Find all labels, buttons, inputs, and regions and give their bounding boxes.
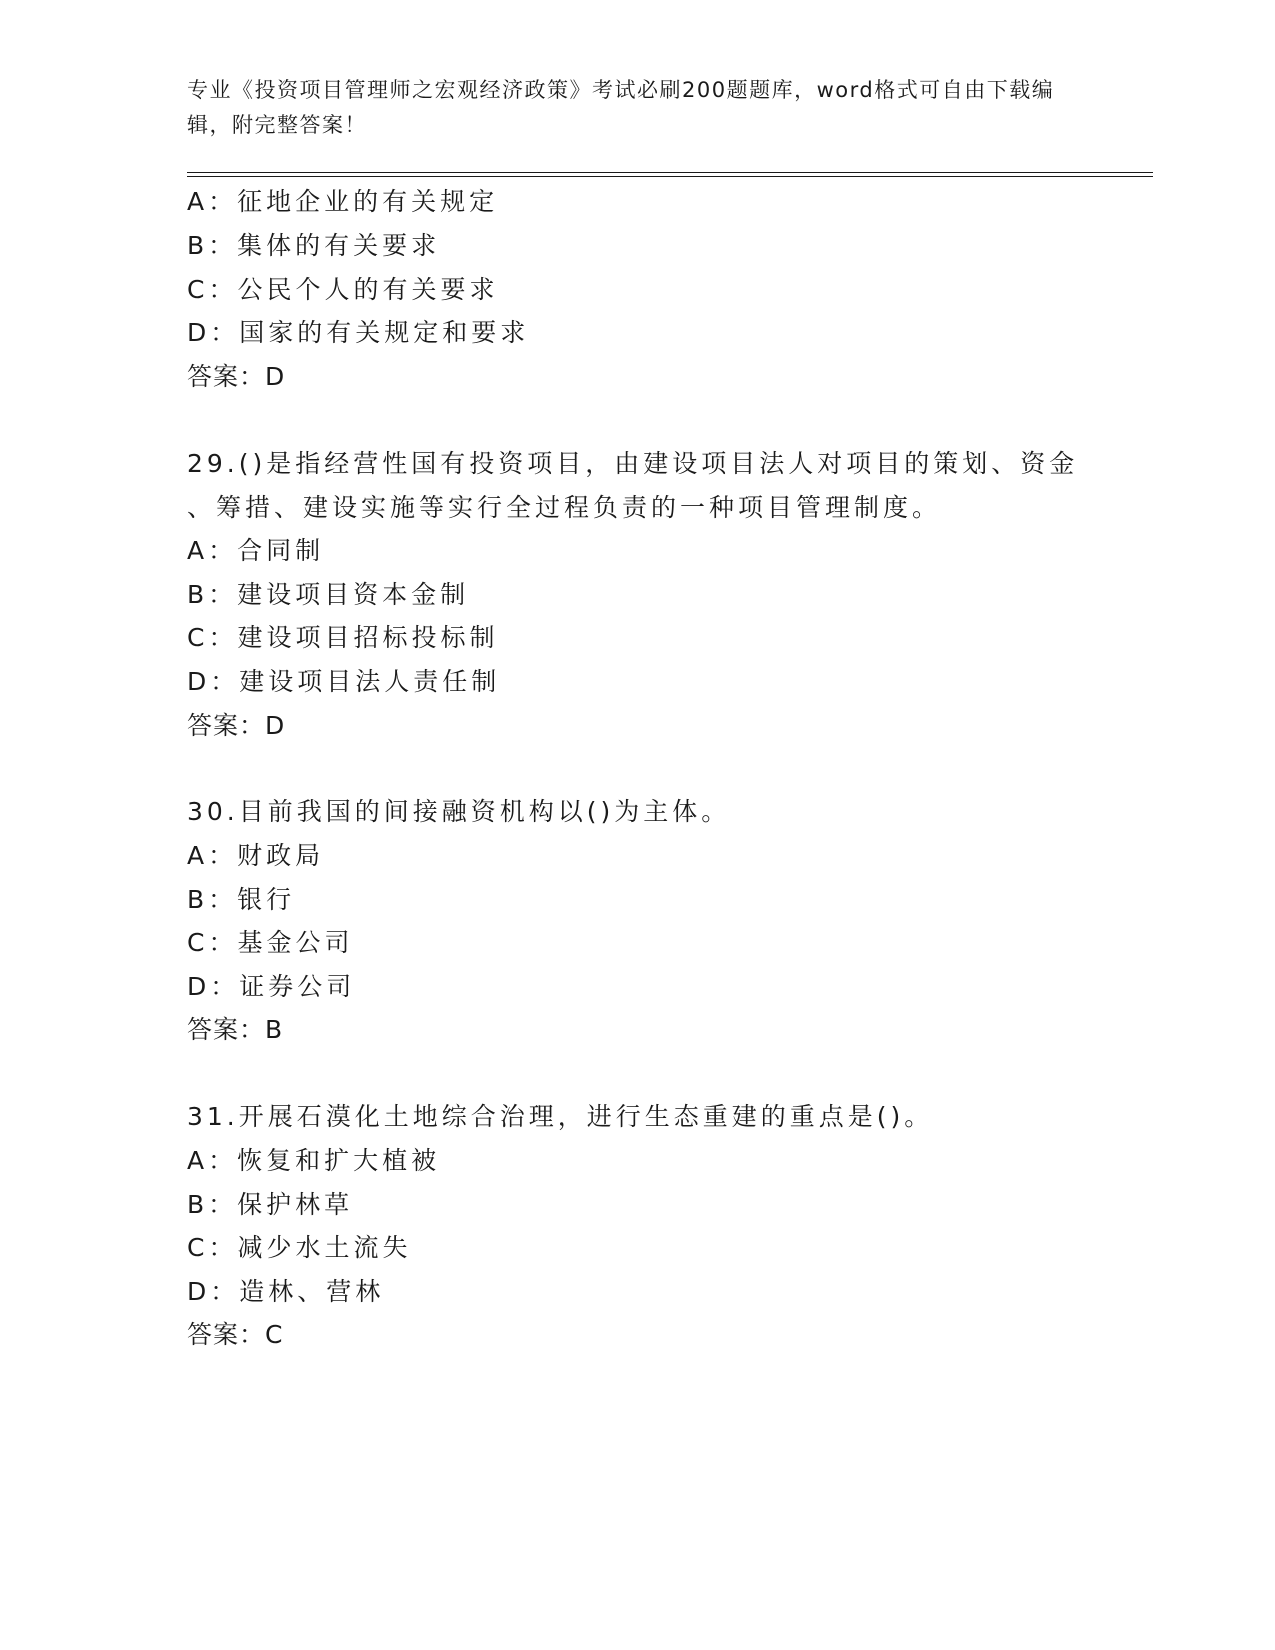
q31-answer: 答案：C: [187, 1320, 284, 1349]
header-divider-bottom: [187, 176, 1153, 177]
q28-option-b: B：集体的有关要求: [187, 231, 441, 260]
q30-option-d: D：证券公司: [187, 972, 356, 1001]
q30-option-b: B：银行: [187, 885, 296, 914]
q29-option-d: D：建设项目法人责任制: [187, 667, 501, 696]
q29-option-b: B：建设项目资本金制: [187, 580, 470, 609]
q28-option-d: D：国家的有关规定和要求: [187, 318, 530, 347]
q29-stem-line2: 、筹措、建设实施等实行全过程负责的一种项目管理制度。: [187, 493, 942, 522]
document-intro: 专业《投资项目管理师之宏观经济政策》考试必刷200题题库，word格式可自由下载编辑，附完整答案！: [187, 78, 1055, 137]
q28-option-c: C：公民个人的有关要求: [187, 275, 499, 304]
header-divider-top: [187, 172, 1153, 173]
q29-stem-line1: 29.()是指经营性国有投资项目，由建设项目法人对项目的策划、资金: [187, 449, 1079, 478]
q30-stem: 30.目前我国的间接融资机构以()为主体。: [187, 797, 731, 826]
q28-option-a: A：征地企业的有关规定: [187, 187, 499, 216]
q31-option-d: D：造林、营林: [187, 1277, 385, 1306]
q30-option-c: C：基金公司: [187, 928, 354, 957]
q31-option-c: C：减少水土流失: [187, 1233, 412, 1262]
q28-answer: 答案：D: [187, 362, 286, 391]
q30-answer: 答案：B: [187, 1015, 284, 1044]
q31-option-a: A：恢复和扩大植被: [187, 1146, 441, 1175]
q29-answer: 答案：D: [187, 711, 286, 740]
q31-option-b: B：保护林草: [187, 1190, 354, 1219]
q31-stem: 31.开展石漠化土地综合治理，进行生态重建的重点是()。: [187, 1102, 934, 1131]
q29-option-a: A：合同制: [187, 536, 325, 565]
q29-option-c: C：建设项目招标投标制: [187, 623, 499, 652]
q30-option-a: A：财政局: [187, 841, 325, 870]
